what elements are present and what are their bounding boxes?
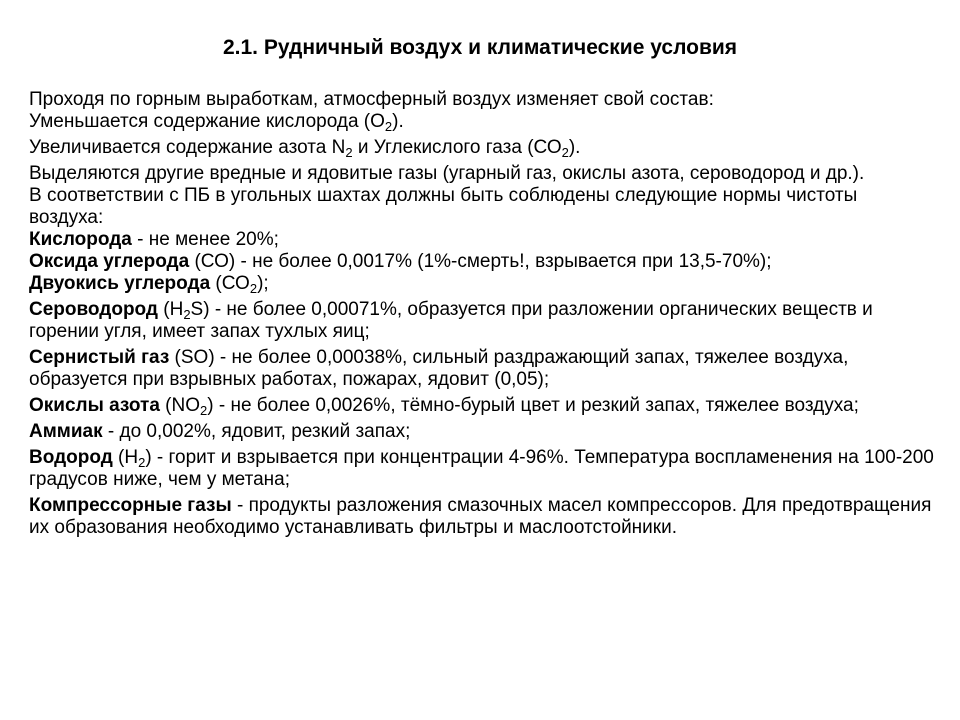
- norm-term: Сероводород: [29, 299, 158, 320]
- norm-carbon-dioxide: [29, 273, 934, 295]
- norm-text: S) - не более 0,00071%, образуется при разложении органических веществ и горении угля, имеет запах тухлых яиц;: [29, 299, 873, 342]
- norm-text: (SO) - не более 0,00038%, сильный раздражающий запах, тяжелее воздуха, образуется при взрывных работах, пожарах, ядовит (0,05);: [29, 347, 849, 390]
- norm-ammonia: [29, 421, 934, 443]
- norm-pre: (NO: [159, 395, 200, 416]
- norm-pre: (H: [157, 299, 184, 320]
- norm-text: - до 0,002%, ядовит, резкий запах;: [102, 421, 411, 442]
- norm-term: Компрессорные газы: [29, 495, 232, 516]
- norm-hydrogen: [29, 447, 934, 491]
- norm-subscript: 2: [183, 307, 191, 322]
- norm-text: ) - горит и взрывается при концентрации 4-96%. Температура воспламенения на 100-200 градусов ниже, чем у метана;: [29, 447, 934, 490]
- norm-carbon-monoxide: [29, 251, 934, 273]
- slide-title: 2.1. Рудничный воздух и климатические условия: [222, 36, 738, 59]
- norms-intro: В соответствии с ПБ в угольных шахтах должны быть соблюдены следующие нормы чистоты воздуха:: [29, 185, 858, 228]
- norm-term: Сернистый газ: [29, 347, 170, 368]
- nitrogen-mid: и Углекислого газа (СО: [352, 137, 562, 158]
- norm-term: Двуокись углерода: [29, 273, 211, 294]
- oxygen-subscript: 2: [384, 119, 393, 134]
- norm-sulfur-gas: [29, 347, 934, 391]
- norm-subscript: 2: [200, 403, 208, 418]
- norm-nitrogen-oxides: [29, 395, 934, 417]
- nitrogen-end: ).: [568, 137, 581, 158]
- norm-subscript: 2: [249, 281, 258, 296]
- norm-pre: (СО: [210, 273, 250, 294]
- co2-subscript: 2: [561, 145, 569, 160]
- norm-text: - продукты разложения смазочных масел компрессоров. Для предотвращения их образования необходимо устанавливать фильтры и маслоотстойники.: [29, 495, 932, 538]
- oxygen-line: [29, 111, 934, 133]
- norm-text: - не менее 20%;: [131, 229, 279, 250]
- oxygen-text: Уменьшается содержание кислорода (О: [29, 111, 385, 132]
- oxygen-end: ).: [392, 111, 404, 132]
- norm-hydrogen-sulfide: [29, 299, 934, 343]
- norm-text: ) - не более 0,0026%, тёмно-бурый цвет и резкий запах, тяжелее воздуха;: [207, 395, 859, 416]
- norm-term: Кислорода: [29, 229, 132, 250]
- slide-body: [29, 89, 934, 539]
- norm-subscript: 2: [138, 455, 146, 470]
- nitrogen-line: [29, 137, 934, 159]
- norm-term: Оксида углерода: [29, 251, 190, 272]
- intro-line: Проходя по горным выработкам, атмосферный воздух изменяет свой состав:: [29, 89, 714, 110]
- norm-text: (СО) - не более 0,0017% (1%-смерть!, взрывается при 13,5-70%);: [189, 251, 772, 272]
- norm-term: Водород: [29, 447, 113, 468]
- norm-compressor-gases: [29, 495, 934, 539]
- norm-oxygen: [29, 229, 934, 251]
- gases-paragraph: Выделяются другие вредные и ядовитые газы (угарный газ, окислы азота, сероводород и др.).: [29, 163, 865, 184]
- norm-term: Аммиак: [29, 421, 103, 442]
- norm-pre: (H: [112, 447, 139, 468]
- norm-text: );: [257, 273, 269, 294]
- nitrogen-subscript: 2: [345, 145, 353, 160]
- nitrogen-text: Увеличивается содержание азота N: [29, 137, 346, 158]
- norm-term: Окислы азота: [29, 395, 160, 416]
